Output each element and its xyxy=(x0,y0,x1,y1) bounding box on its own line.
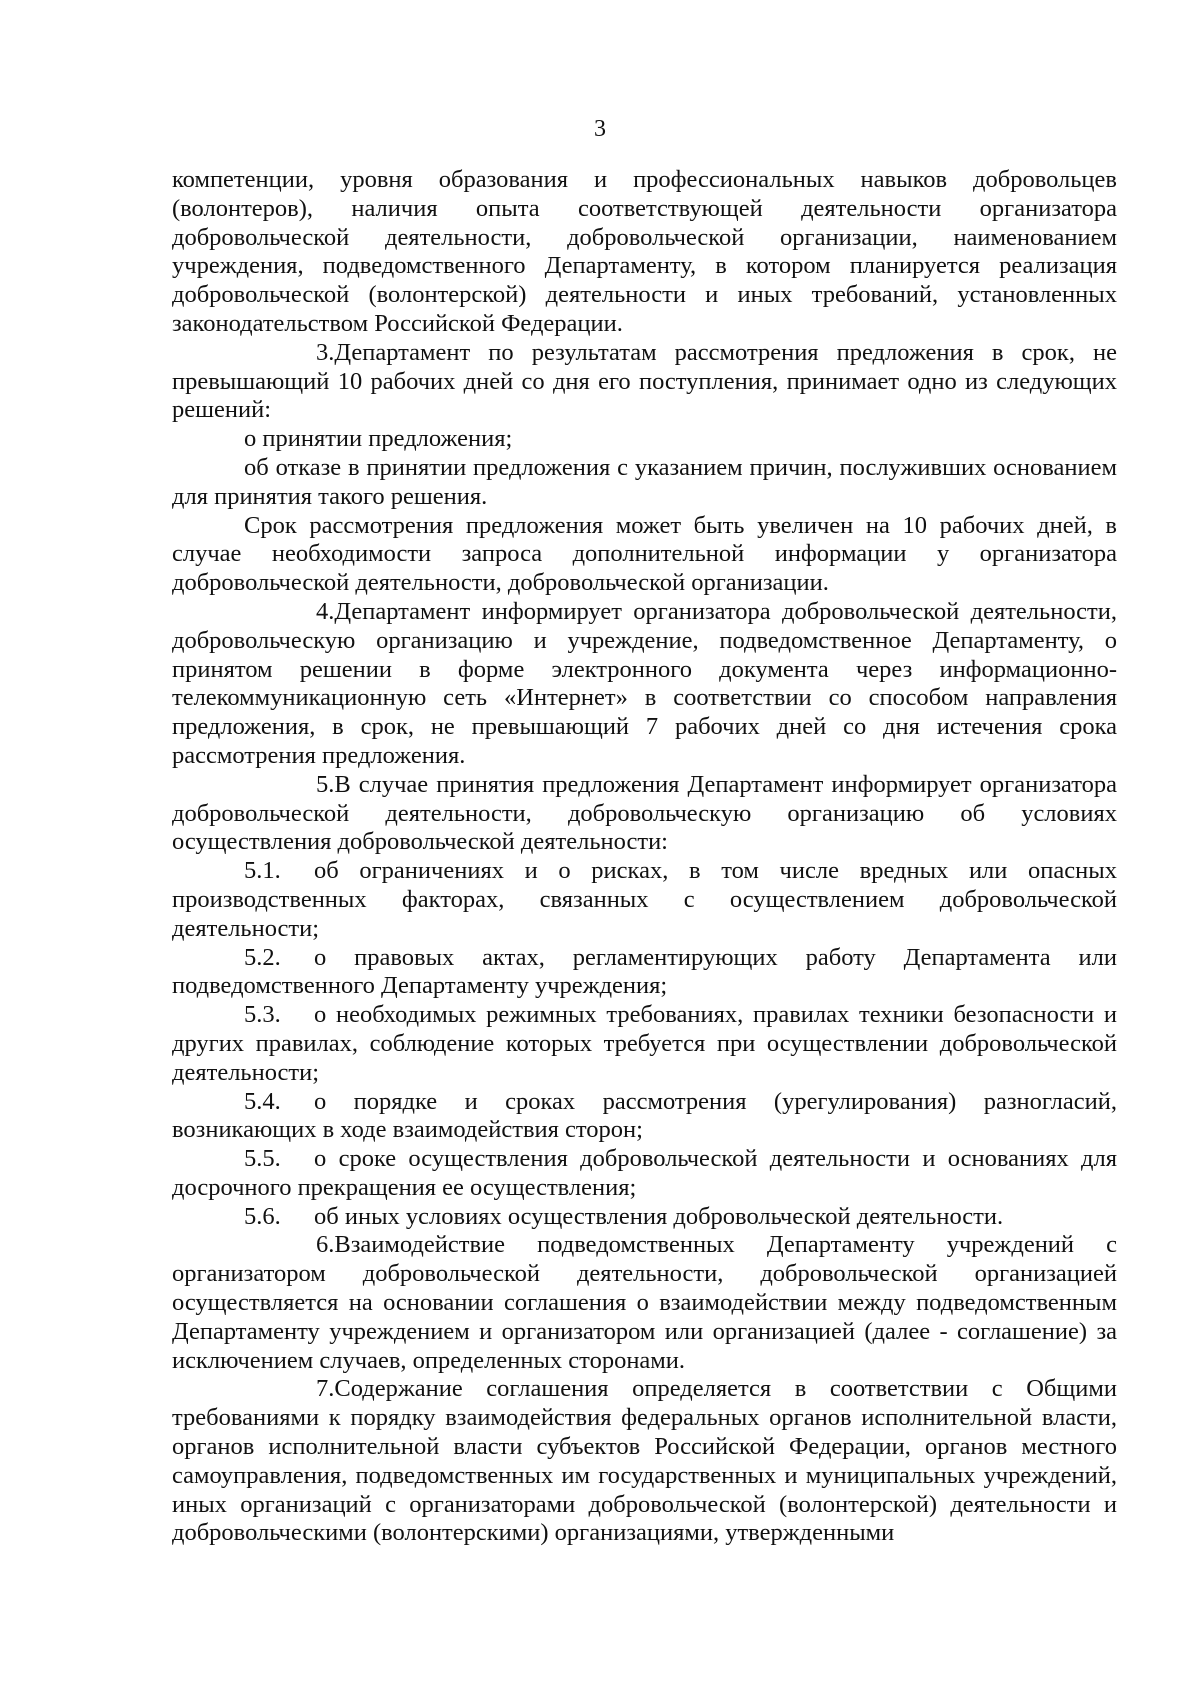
paragraph-text: Взаимодействие подведомственных Департаменту учреждений с организатором добровольческой деятельности, добровольческой организацией осуществляется на основании соглашения о взаимодействии между подведомственным Департаменту учреждением и организатором или организацией (далее - соглашение) за исключением случаев, определенных сторонами. xyxy=(172,1231,1117,1374)
paragraph-5 xyxy=(172,771,1117,857)
paragraph-number: 7. xyxy=(316,1375,335,1403)
paragraph-text: Содержание соглашения определяется в соответствии с Общими требованиями к порядку взаимодействия федеральных органов исполнительной власти, органов исполнительной власти субъектов Российской Федерации, органов местного самоуправления, подведомственных им государственных и муниципальных учреждений, иных организаций с организаторами добровольческой (волонтерской) деятельности и добровольческими (волонтерскими) организациями, утвержденными xyxy=(172,1375,1117,1547)
document-body xyxy=(172,166,1117,1548)
paragraph-text: о принятии предложения; xyxy=(244,425,513,453)
paragraph-text: о сроке осуществления добровольческой деятельности и основаниях для досрочного прекращения ее осуществления; xyxy=(172,1145,1117,1201)
paragraph-5-3 xyxy=(172,1001,1117,1087)
paragraph-3-option-accept xyxy=(172,425,1117,454)
paragraph-number: 5. xyxy=(316,770,335,798)
paragraph-text: компетенции, уровня образования и профессиональных навыков добровольцев (волонтеров), наличия опыта соответствующей деятельности организатора добровольческой деятельности, добровольческой организации, наименованием учреждения, подведомственного Департаменту, в котором планируется реализация добровольческой (волонтерской) деятельности и иных требований, установленных законодательством Российской Федерации. xyxy=(172,166,1117,337)
paragraph-number: 5.5. xyxy=(244,1145,281,1173)
paragraph-number: 5.1. xyxy=(244,857,281,885)
paragraph-number: 4. xyxy=(316,597,335,625)
paragraph-6 xyxy=(172,1231,1117,1375)
paragraph-5-6 xyxy=(172,1203,1117,1232)
paragraph-number: 3. xyxy=(316,338,335,366)
paragraph-4 xyxy=(172,598,1117,771)
paragraph-number: 5.2. xyxy=(244,943,281,971)
paragraph-text: об отказе в принятии предложения с указанием причин, послуживших основанием для принятия такого решения. xyxy=(172,453,1117,510)
paragraph-7 xyxy=(172,1375,1117,1548)
paragraph-text: Департамент информирует организатора добровольческой деятельности, добровольческую организацию и учреждение, подведомственное Департаменту, о принятом решении в форме электронного документа через информационно-телекоммуникационную сеть «Интернет» в соответствии со способом направления предложения, в срок, не превышающий 7 рабочих дней со дня истечения срока рассмотрения предложения. xyxy=(172,597,1117,769)
paragraph-number: 5.3. xyxy=(244,1001,281,1029)
paragraph-text: о порядке и сроках рассмотрения (урегулирования) разногласий, возникающих в ходе взаимодействия сторон; xyxy=(172,1087,1117,1144)
paragraph-text: об ограничениях и о рисках, в том числе вредных или опасных производственных факторах, связанных с осуществлением добровольческой деятельности; xyxy=(172,857,1117,942)
paragraph-text: Департамент по результатам рассмотрения предложения в срок, не превышающий 10 рабочих дней со дня его поступления, принимает одно из следующих решений: xyxy=(172,338,1117,424)
page-number: 3 xyxy=(594,116,606,142)
paragraph-5-4 xyxy=(172,1088,1117,1146)
paragraph-number: 6. xyxy=(316,1231,335,1259)
paragraph-text: Срок рассмотрения предложения может быть увеличен на 10 рабочих дней, в случае необходимости запроса дополнительной информации у организатора добровольческой деятельности, добровольческой организации. xyxy=(172,511,1117,597)
paragraph-3-extension xyxy=(172,512,1117,598)
paragraph-5-1 xyxy=(172,857,1117,943)
paragraph-5-5 xyxy=(172,1145,1117,1203)
paragraph-3-option-reject xyxy=(172,454,1117,512)
paragraph-number: 5.6. xyxy=(244,1202,281,1230)
paragraph-text: В случае принятия предложения Департамент информирует организатора добровольческой деятельности, добровольческую организацию об условиях осуществления добровольческой деятельности: xyxy=(172,770,1117,856)
paragraph-text: об иных условиях осуществления добровольческой деятельности. xyxy=(314,1202,1004,1230)
paragraph-continuation xyxy=(172,166,1117,339)
paragraph-3 xyxy=(172,339,1117,425)
paragraph-text: о необходимых режимных требованиях, правилах техники безопасности и других правилах, соблюдение которых требуется при осуществлении добровольческой деятельности; xyxy=(172,1001,1117,1086)
paragraph-number: 5.4. xyxy=(244,1087,281,1115)
paragraph-5-2 xyxy=(172,944,1117,1002)
paragraph-text: о правовых актах, регламентирующих работу Департамента или подведомственного Департаменту учреждения; xyxy=(172,943,1117,1000)
